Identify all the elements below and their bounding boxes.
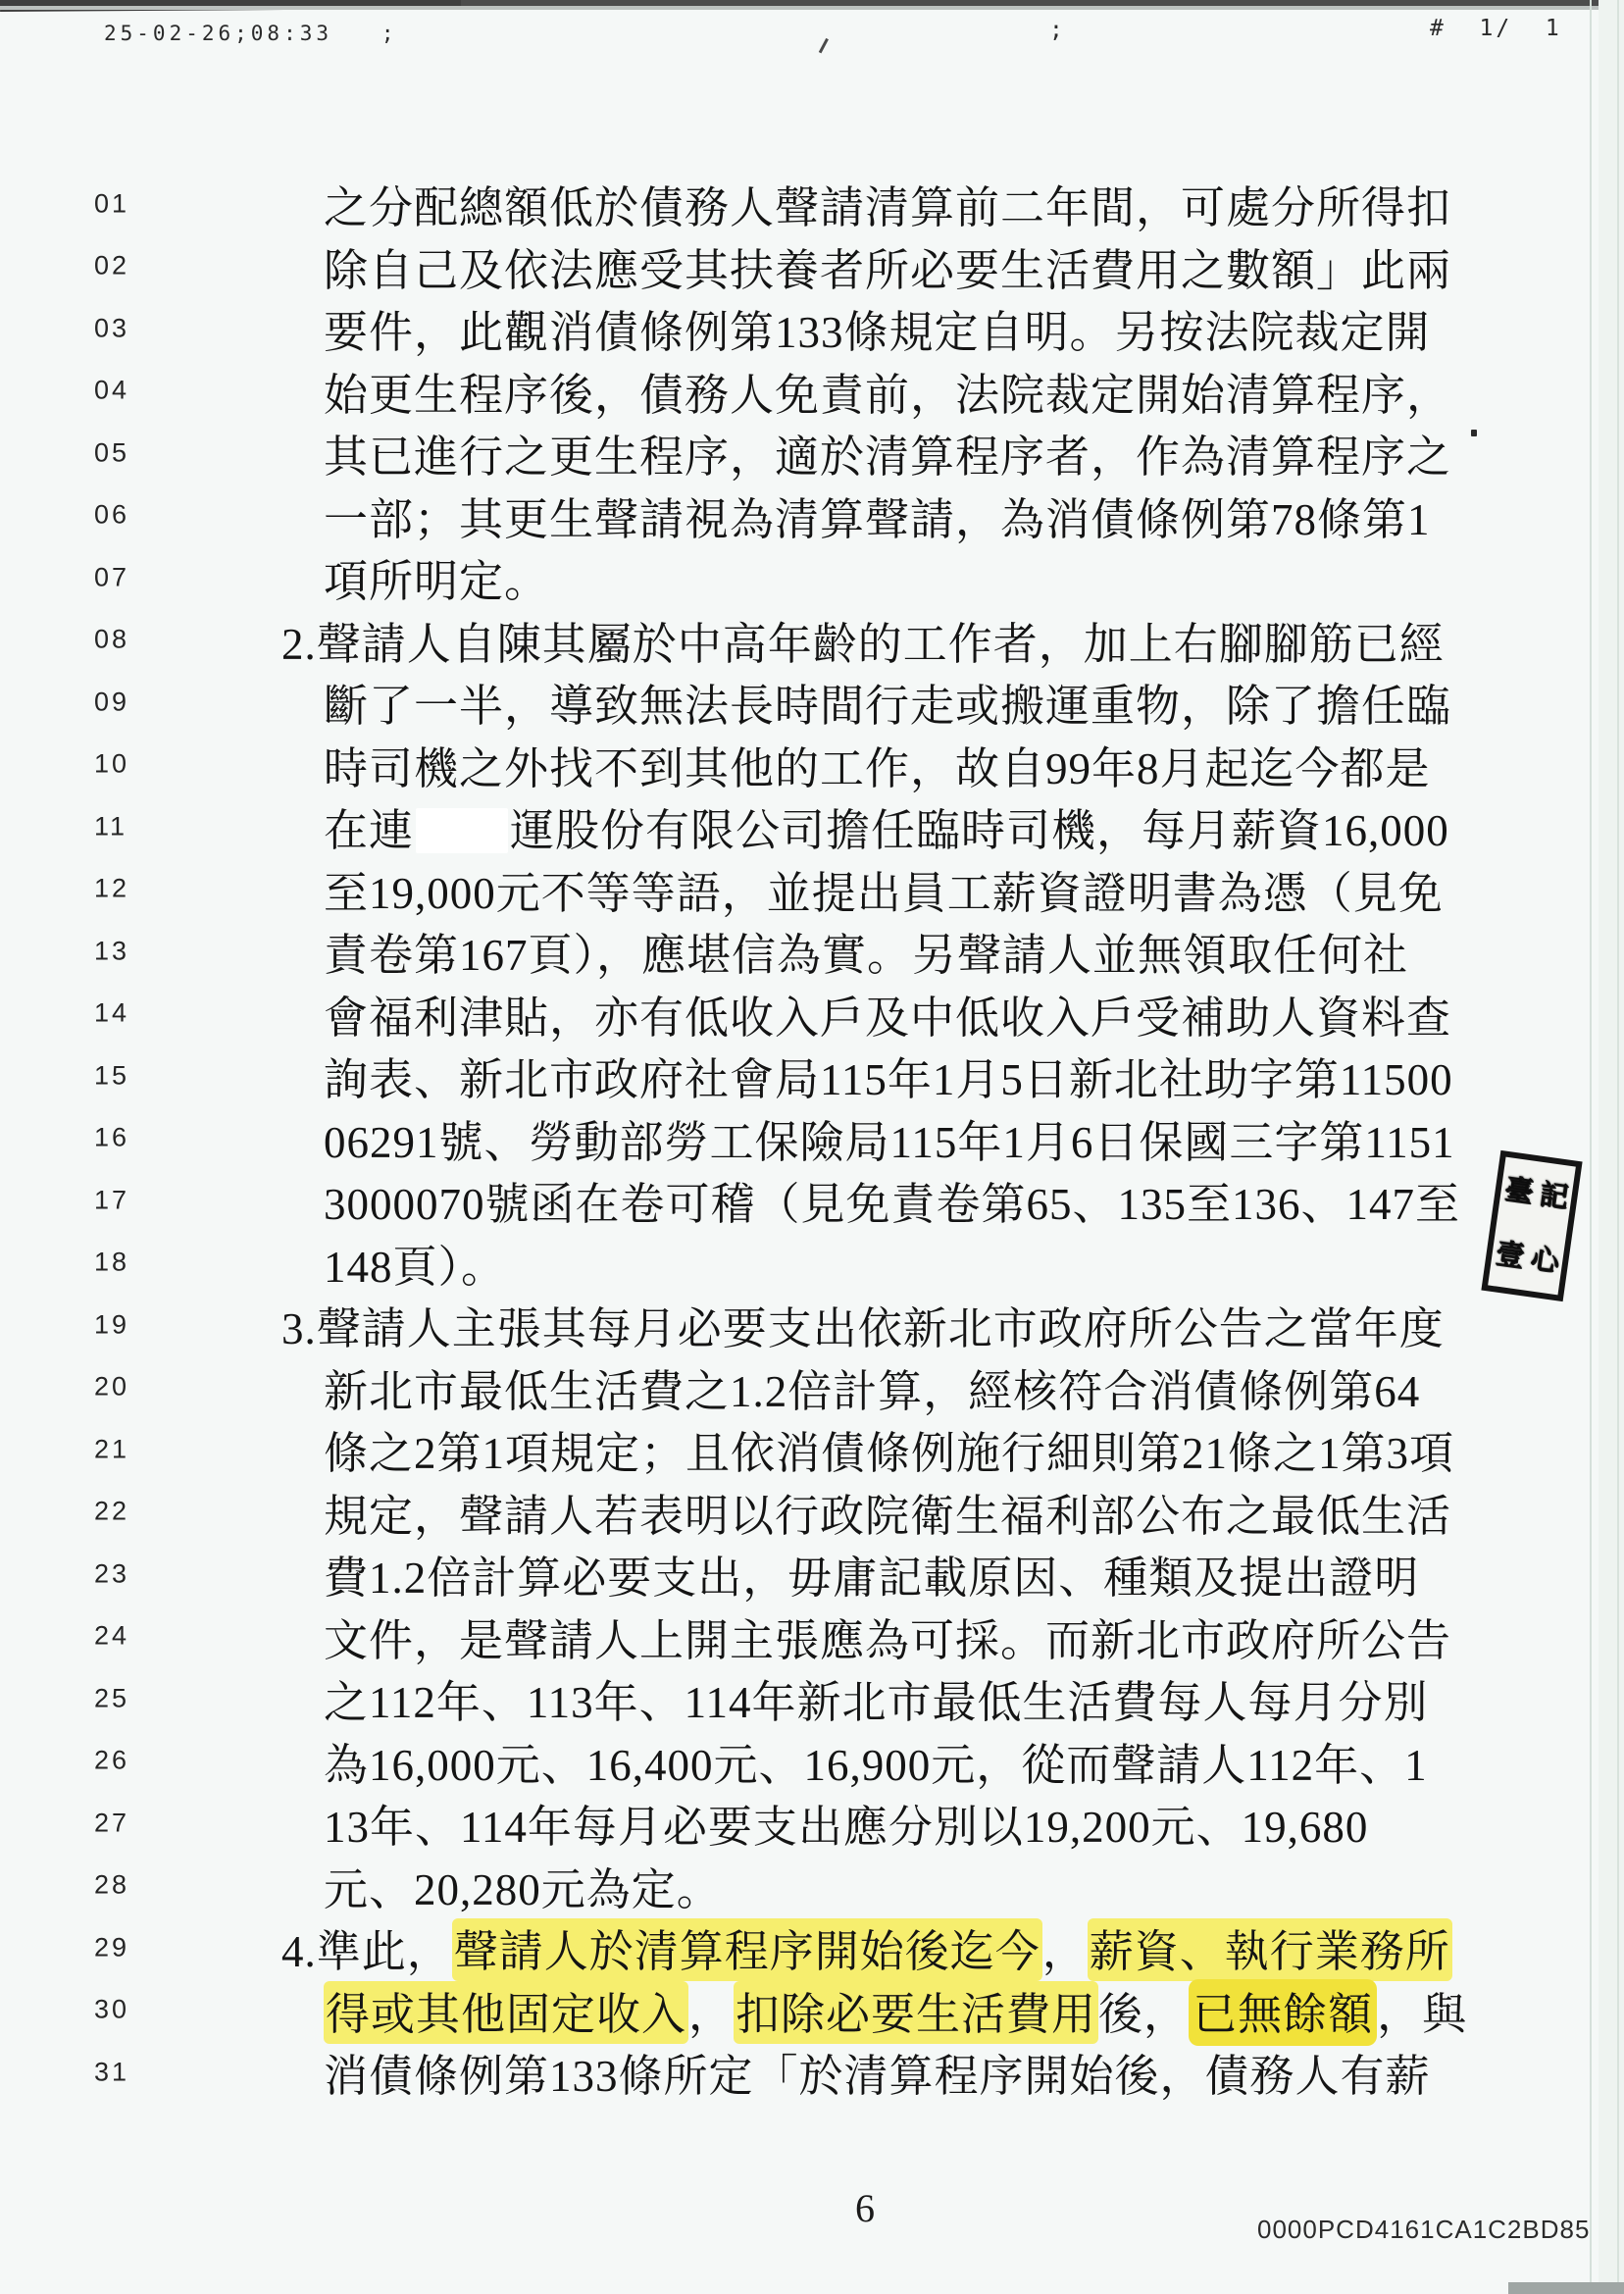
line-text: 規定，聲請人若表明以行政院衛生福利部公布之最低生活 [324,1491,1452,1541]
document-line [0,858,1624,921]
line-text: 項所明定。 [324,557,550,607]
document-line [0,1045,1624,1107]
line-text-segment: 運股份有限公司擔任臨時司機，每月薪資16,000 [510,806,1449,856]
seal-glyph: 壹 [1493,1238,1527,1274]
line-text: 條之2第1項規定；且依消債條例施行細則第21條之1第3項 [324,1429,1455,1479]
line-text: 文件，是聲請人上開主張應為可採。而新北市政府所公告 [324,1615,1452,1665]
document-line [0,1418,1624,1481]
document-line [0,2041,1624,2104]
line-number: 23 [94,1558,130,1589]
document-line [0,173,1624,235]
line-text: 148頁）。 [324,1242,507,1292]
line-text: 之分配總額低於債務人聲請清算前二年間，可處分所得扣 [324,183,1452,233]
line-number: 11 [94,811,128,841]
scan-speck [819,38,834,56]
document-line [0,546,1624,609]
line-text: 費1.2倍計算必要支出，毋庸記載原因、種類及提出證明 [324,1554,1420,1604]
line-text: 之112年、113年、114年新北市最低生活費每人每月分別 [324,1678,1429,1728]
line-number: 08 [94,624,130,654]
line-text: 會福利津貼，亦有低收入戶及中低收入戶受補助人資料查 [324,993,1452,1043]
document-line [0,1481,1624,1544]
document-line [0,1855,1624,1917]
line-text: 至19,000元不等等語，並提出員工薪資證明書為憑（見免 [324,868,1444,918]
line-number: 13 [94,936,130,966]
line-text [324,794,1449,858]
line-text: 元、20,280元為定。 [324,1864,722,1914]
document-line [0,297,1624,360]
line-number: 05 [94,437,130,468]
line-text-segment: ， [1041,1927,1088,1977]
line-text-segment: 後， [1098,1989,1190,2039]
line-number: 18 [94,1247,130,1277]
line-text: 一部；其更生聲請視為清算聲請，為消債條例第78條第1 [324,494,1431,544]
document-line [0,1606,1624,1668]
document-line-item-4 [0,1916,1624,1979]
document-line [0,1232,1624,1295]
line-text: 06291號、勞動部勞工保險局115年1月6日保國三字第1151 [324,1117,1455,1167]
line-text: 13年、114年每月必要支出應分別以19,200元、19,680 [324,1803,1369,1853]
scan-edge-top-shadow [0,6,1624,10]
fax-stray-mark: ; [1049,18,1063,43]
line-text: 新北市最低生活費之1.2倍計算，經核符合消債條例第64 [324,1366,1421,1416]
line-text: 3.聲請人主張其每月必要支出依新北市政府所公告之當年度 [281,1304,1445,1354]
line-number: 21 [94,1434,130,1464]
line-number: 28 [94,1869,130,1900]
line-number: 17 [94,1185,130,1215]
highlighted-text: 得或其他固定收入 [324,1981,688,2044]
document-line [0,422,1624,484]
document-line-highlighted [0,1979,1624,2042]
document-line-item-3 [0,1294,1624,1356]
seal-glyph: 記 [1537,1178,1571,1214]
line-text [324,1978,1467,2042]
line-number: 09 [94,687,130,717]
redaction-box [416,808,508,853]
line-text: 責卷第167頁），應堪信為實。另聲請人並無領取任何社 [324,931,1409,981]
document-line [0,734,1624,796]
line-text: 詢表、新北市政府社會局115年1月5日新北社助字第11500 [324,1055,1453,1105]
line-number: 27 [94,1808,130,1838]
line-number: 10 [94,748,130,779]
scan-edge-bottom-right [1508,2282,1624,2294]
document-id: 0000PCD4161CA1C2BD85 [1257,2215,1591,2244]
line-number: 16 [94,1122,130,1152]
page-number: 6 [855,2186,875,2230]
document-line [0,1169,1624,1232]
document-body [0,173,1624,2104]
line-number: 07 [94,562,130,592]
line-text: 3000070號函在卷可稽（見免責卷第65、135至136、147至 [324,1180,1461,1230]
line-number: 03 [94,313,130,343]
line-number: 24 [94,1620,130,1651]
document-line [0,235,1624,298]
line-text-segment: 4.準此， [281,1927,452,1977]
line-number: 15 [94,1060,130,1091]
fax-page-indicator: # 1/ 1 [1430,16,1562,41]
line-text: 要件，此觀消債條例第133條規定自明。另按法院裁定開 [324,308,1431,358]
seal-glyph: 臺 [1502,1173,1536,1209]
line-number: 31 [94,2057,130,2087]
line-number: 26 [94,1745,130,1775]
line-text: 2.聲請人自陳其屬於中高年齡的工作者，加上右腳腳筋已經 [281,619,1445,669]
line-number: 12 [94,873,130,903]
document-line [0,484,1624,547]
line-text [281,1915,1452,1979]
line-number: 25 [94,1683,130,1713]
highlighted-text: 聲請人於清算程序開始後迄今 [452,1918,1042,1981]
document-line [0,983,1624,1045]
line-text-segment: 在連 [324,806,415,856]
seal-glyph: 心 [1528,1243,1561,1279]
line-number: 30 [94,1994,130,2024]
line-number: 14 [94,997,130,1028]
line-number: 22 [94,1496,130,1526]
line-text: 時司機之外找不到其他的工作，故自99年8月起迄今都是 [324,743,1431,793]
line-number: 01 [94,188,130,219]
document-line [0,1543,1624,1606]
highlighted-text: 扣除必要生活費用 [734,1981,1098,2044]
highlighted-text: 薪資、執行業務所 [1088,1918,1452,1981]
document-line [0,1667,1624,1730]
document-line [0,1107,1624,1170]
document-line [0,1356,1624,1419]
fax-timestamp: 25-02-26;08:33 ; [104,22,398,45]
document-line [0,360,1624,423]
line-number: 20 [94,1371,130,1402]
line-text: 其已進行之更生程序，適於清算程序者，作為清算程序之 [324,433,1452,483]
document-line-item-2 [0,609,1624,672]
document-line-redacted [0,795,1624,858]
line-text: 消債條例第133條所定「於清算程序開始後，債務人有薪 [324,2052,1431,2102]
line-number: 02 [94,250,130,280]
line-text: 斷了一半，導致無法長時間行走或搬運重物，除了擔任臨 [324,682,1452,732]
line-text: 除自己及依法應受其扶養者所必要生活費用之數額」此兩 [324,245,1452,295]
line-number: 04 [94,375,130,405]
line-number: 19 [94,1309,130,1340]
document-line [0,1792,1624,1855]
line-text: 始更生程序後，債務人免責前，法院裁定開始清算程序， [324,370,1452,420]
line-text: 為16,000元、16,400元、16,900元，從而聲請人112年、1 [324,1740,1428,1790]
line-text-segment: ，與 [1377,1989,1468,2039]
highlighted-text-strong: 已無餘額 [1189,1979,1377,2046]
document-line [0,671,1624,734]
line-number: 29 [94,1932,130,1963]
document-line [0,1730,1624,1793]
line-number: 06 [94,499,130,530]
line-text-segment: ， [688,1989,735,2039]
document-line [0,920,1624,983]
